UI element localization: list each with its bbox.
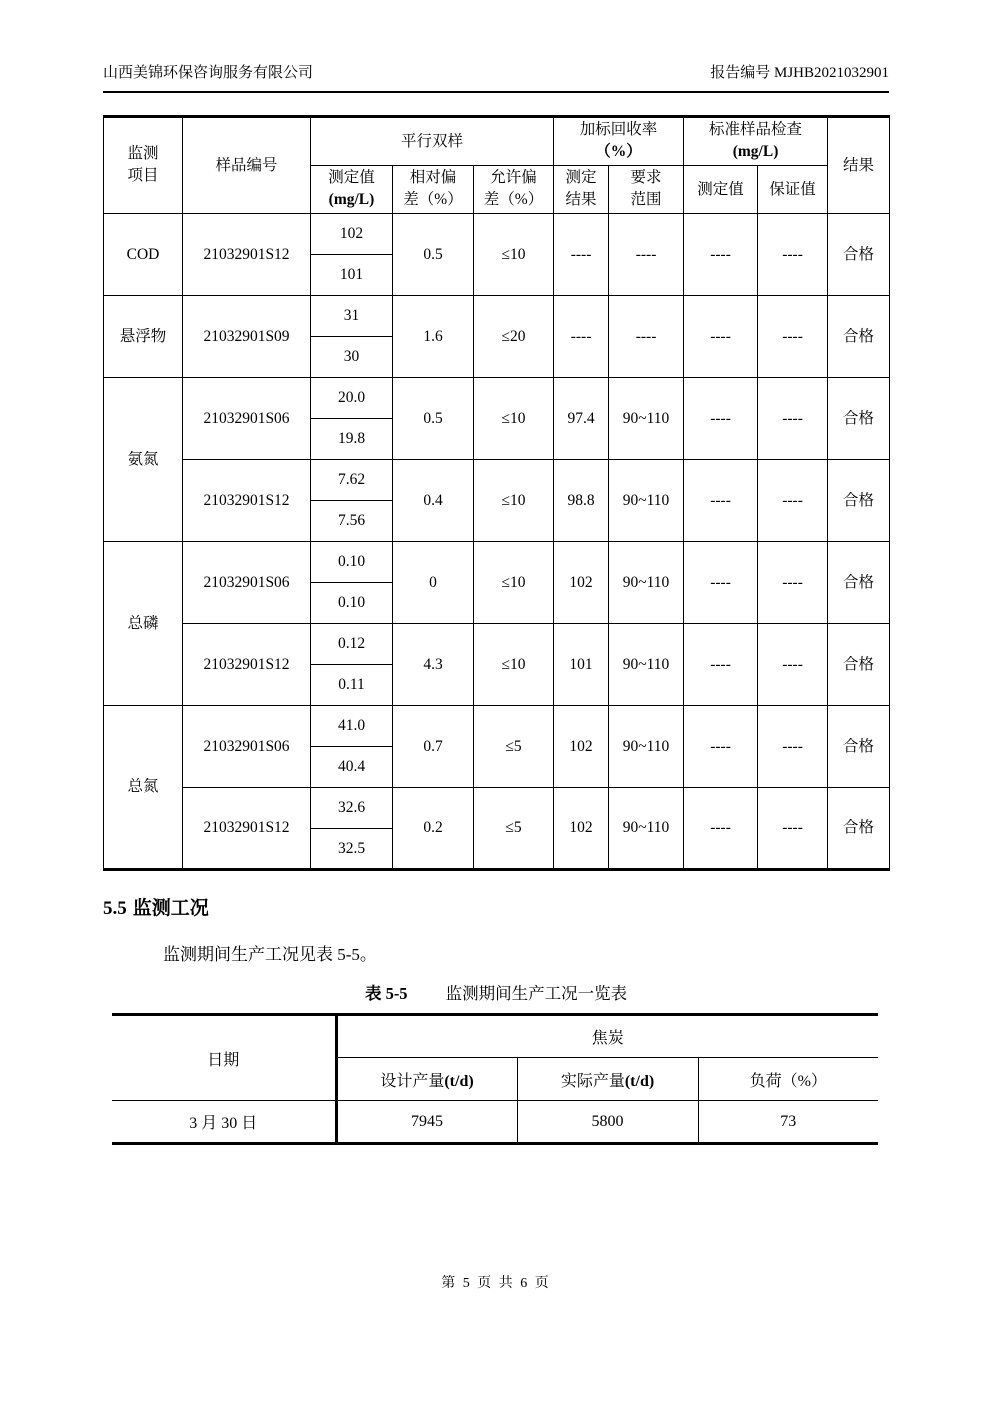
cell-relative-deviation: 1.6 xyxy=(393,295,474,377)
cell-sample-id: 21032901S12 xyxy=(183,213,311,295)
cell-relative-deviation: 0.2 xyxy=(393,787,474,869)
cell-spike-result: 102 xyxy=(554,787,609,869)
cell-sample-id: 21032901S12 xyxy=(183,459,311,541)
cell-result: 合格 xyxy=(828,213,890,295)
cell-sample-id: 21032901S06 xyxy=(183,705,311,787)
cell-sample-id: 21032901S09 xyxy=(183,295,311,377)
cell-relative-deviation: 4.3 xyxy=(393,623,474,705)
cell-item: 总磷 xyxy=(104,541,183,705)
cell-measured-2: 19.8 xyxy=(311,418,393,459)
cell-standard-measured: ---- xyxy=(684,787,758,869)
qa-header-allowed-deviation: 允许偏 差（%） xyxy=(474,165,554,213)
body-paragraph: 监测期间生产工况见表 5-5。 xyxy=(163,944,377,964)
cell-measured-1: 41.0 xyxy=(311,705,393,746)
prod-cell-actual: 5800 xyxy=(517,1101,698,1144)
cell-standard-guaranteed: ---- xyxy=(758,787,828,869)
cell-measured-1: 0.10 xyxy=(311,541,393,582)
cell-result: 合格 xyxy=(828,295,890,377)
cell-allowed-deviation: ≤10 xyxy=(474,213,554,295)
cell-standard-guaranteed: ---- xyxy=(758,623,828,705)
cell-measured-2: 0.11 xyxy=(311,664,393,705)
cell-item: 氨氮 xyxy=(104,377,183,541)
section-number: 5.5 xyxy=(103,897,127,919)
cell-result: 合格 xyxy=(828,459,890,541)
cell-standard-measured: ---- xyxy=(684,541,758,623)
cell-sample-id: 21032901S12 xyxy=(183,623,311,705)
cell-item: COD xyxy=(104,213,183,295)
cell-measured-2: 101 xyxy=(311,254,393,295)
prod-header-date: 日期 xyxy=(112,1015,336,1101)
section-heading xyxy=(103,897,889,922)
cell-measured-1: 0.12 xyxy=(311,623,393,664)
cell-measured-2: 40.4 xyxy=(311,746,393,787)
cell-relative-deviation: 0 xyxy=(393,541,474,623)
qa-header-parallel: 平行双样 xyxy=(311,117,554,166)
cell-sample-id: 21032901S06 xyxy=(183,377,311,459)
qa-header-relative-deviation: 相对偏 差（%） xyxy=(393,165,474,213)
cell-measured-2: 32.5 xyxy=(311,828,393,869)
cell-spike-range: 90~110 xyxy=(609,541,684,623)
cell-allowed-deviation: ≤10 xyxy=(474,459,554,541)
cell-spike-range: 90~110 xyxy=(609,787,684,869)
cell-standard-guaranteed: ---- xyxy=(758,541,828,623)
qa-header-spike-recovery: 加标回收率 （%） xyxy=(554,117,684,166)
cell-spike-result: 97.4 xyxy=(554,377,609,459)
cell-measured-2: 7.56 xyxy=(311,500,393,541)
cell-standard-measured: ---- xyxy=(684,377,758,459)
cell-relative-deviation: 0.4 xyxy=(393,459,474,541)
qa-header-std-measured: 测定值 xyxy=(684,165,758,213)
cell-spike-result: 102 xyxy=(554,541,609,623)
cell-allowed-deviation: ≤10 xyxy=(474,541,554,623)
cell-spike-result: 101 xyxy=(554,623,609,705)
cell-relative-deviation: 0.7 xyxy=(393,705,474,787)
cell-measured-1: 102 xyxy=(311,213,393,254)
cell-standard-guaranteed: ---- xyxy=(758,705,828,787)
qa-header-item: 监测 项目 xyxy=(104,117,183,214)
cell-sample-id: 21032901S06 xyxy=(183,541,311,623)
qa-header-spike-range: 要求 范围 xyxy=(609,165,684,213)
prod-header-design-output: 设计产量(t/d) xyxy=(336,1058,517,1101)
cell-result: 合格 xyxy=(828,377,890,459)
qa-header-standard-sample: 标准样品检查 (mg/L) xyxy=(684,117,828,166)
prod-cell-load: 73 xyxy=(698,1101,878,1144)
cell-standard-measured: ---- xyxy=(684,213,758,295)
cell-result: 合格 xyxy=(828,787,890,869)
cell-measured-2: 30 xyxy=(311,336,393,377)
cell-allowed-deviation: ≤5 xyxy=(474,787,554,869)
cell-sample-id: 21032901S12 xyxy=(183,787,311,869)
prod-cell-date: 3 月 30 日 xyxy=(112,1101,336,1144)
prod-header-load: 负荷（%） xyxy=(698,1058,878,1101)
cell-measured-1: 20.0 xyxy=(311,377,393,418)
cell-spike-range: ---- xyxy=(609,295,684,377)
cell-allowed-deviation: ≤10 xyxy=(474,377,554,459)
cell-standard-measured: ---- xyxy=(684,705,758,787)
page-number: 第 5 页 共 6 页 xyxy=(441,1276,551,1291)
cell-standard-guaranteed: ---- xyxy=(758,213,828,295)
table-caption-label: 表 5-5 xyxy=(364,983,408,1003)
cell-allowed-deviation: ≤10 xyxy=(474,623,554,705)
prod-header-coke: 焦炭 xyxy=(336,1015,878,1058)
qa-header-measured-value: 测定值 (mg/L) xyxy=(311,165,393,213)
cell-relative-deviation: 0.5 xyxy=(393,377,474,459)
cell-standard-guaranteed: ---- xyxy=(758,295,828,377)
prod-cell-design: 7945 xyxy=(336,1101,517,1144)
qa-header-sample-id: 样品编号 xyxy=(183,117,311,214)
cell-allowed-deviation: ≤5 xyxy=(474,705,554,787)
report-number: 报告编号 MJHB2021032901 xyxy=(710,65,889,81)
qa-header-result: 结果 xyxy=(828,117,890,214)
cell-relative-deviation: 0.5 xyxy=(393,213,474,295)
cell-spike-result: ---- xyxy=(554,295,609,377)
cell-spike-result: 98.8 xyxy=(554,459,609,541)
cell-measured-1: 7.62 xyxy=(311,459,393,500)
cell-item: 总氮 xyxy=(104,705,183,869)
page-header xyxy=(103,0,889,93)
cell-standard-guaranteed: ---- xyxy=(758,459,828,541)
qa-header-std-guaranteed: 保证值 xyxy=(758,165,828,213)
section-title: 监测工况 xyxy=(132,897,209,919)
cell-standard-guaranteed: ---- xyxy=(758,377,828,459)
cell-spike-range: 90~110 xyxy=(609,623,684,705)
table-caption-title: 监测期间生产工况一览表 xyxy=(445,983,628,1003)
cell-spike-range: ---- xyxy=(609,213,684,295)
prod-header-actual-output: 实际产量(t/d) xyxy=(517,1058,698,1101)
production-table xyxy=(112,1013,878,1145)
cell-spike-result: 102 xyxy=(554,705,609,787)
company-name: 山西美锦环保咨询服务有限公司 xyxy=(103,65,314,81)
cell-allowed-deviation: ≤20 xyxy=(474,295,554,377)
cell-spike-range: 90~110 xyxy=(609,377,684,459)
cell-standard-measured: ---- xyxy=(684,459,758,541)
cell-measured-2: 0.10 xyxy=(311,582,393,623)
cell-result: 合格 xyxy=(828,541,890,623)
cell-spike-range: 90~110 xyxy=(609,705,684,787)
cell-standard-measured: ---- xyxy=(684,295,758,377)
qa-qc-table xyxy=(103,115,890,871)
cell-spike-result: ---- xyxy=(554,213,609,295)
cell-measured-1: 32.6 xyxy=(311,787,393,828)
qa-header-spike-result: 测定 结果 xyxy=(554,165,609,213)
table-caption xyxy=(103,983,889,1004)
cell-measured-1: 31 xyxy=(311,295,393,336)
cell-standard-measured: ---- xyxy=(684,623,758,705)
cell-result: 合格 xyxy=(828,705,890,787)
cell-result: 合格 xyxy=(828,623,890,705)
cell-item: 悬浮物 xyxy=(104,295,183,377)
cell-spike-range: 90~110 xyxy=(609,459,684,541)
